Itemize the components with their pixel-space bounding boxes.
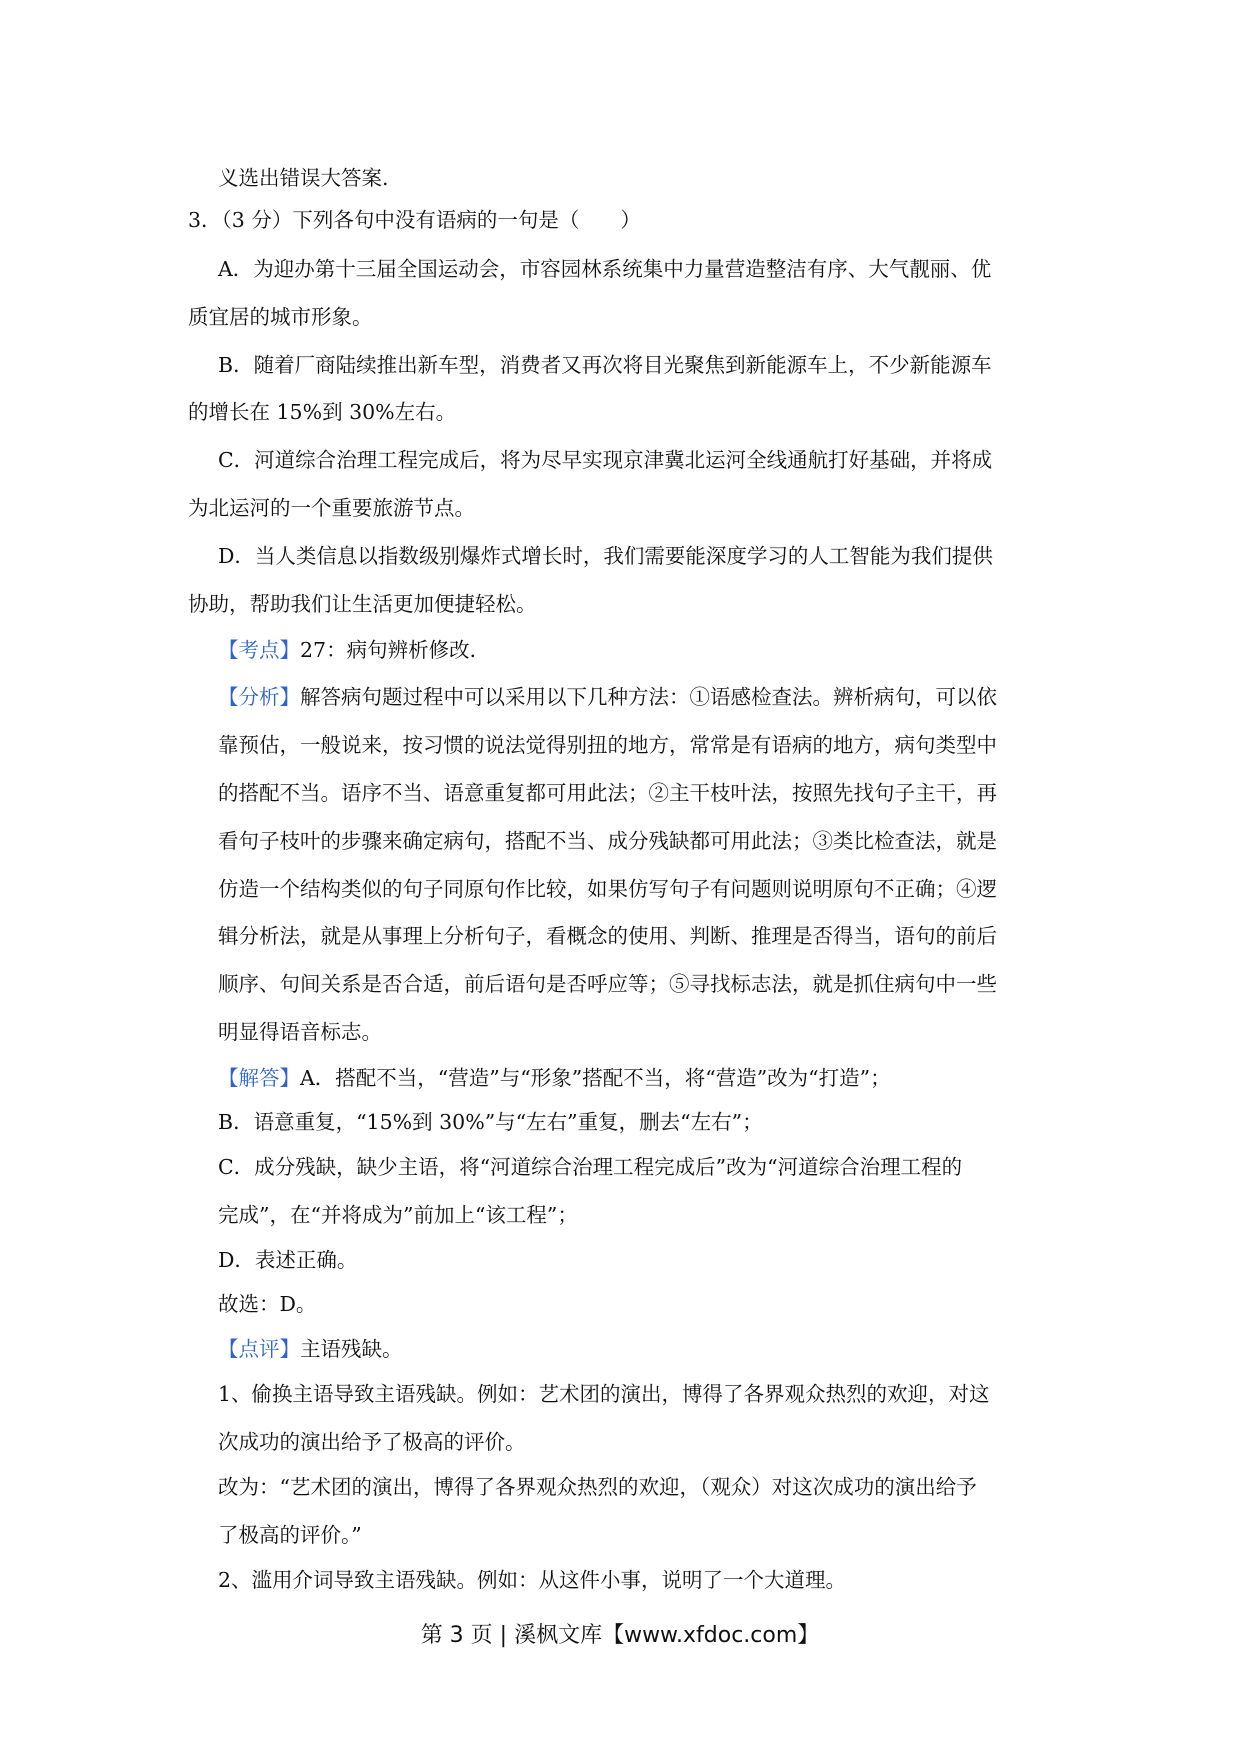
fenxi-section xyxy=(218,683,997,711)
fenxi-line: 顺序、句间关系是否合适，前后语句是否呼应等；⑤寻找标志法，就是抓住病句中一些 xyxy=(218,972,997,996)
fenxi-line: 辑分析法，就是从事理上分析句子，看概念的使用、判断、推理是否得当，语句的前后 xyxy=(218,924,997,948)
dianping-line: 1、偷换主语导致主语残缺。例如：艺术团的演出，博得了各界观众热烈的欢迎，对这 xyxy=(218,1382,990,1406)
option-c-line: C．河道综合治理工程完成后，将为尽早实现京津冀北运河全线通航打好基础，并将成 xyxy=(218,448,993,472)
option-b-line: B．随着厂商陆续推出新车型，消费者又再次将目光聚焦到新能源车上，不少新能源车 xyxy=(218,353,992,377)
option-a-line: 质宜居的城市形象。 xyxy=(188,305,373,329)
fenxi-line: 的搭配不当。语序不当、语意重复都可用此法；②主干枝叶法，按照先找句子主干，再 xyxy=(218,781,997,805)
fenxi-line: 看句子枝叶的步骤来确定病句，搭配不当、成分残缺都可用此法；③类比检查法，就是 xyxy=(218,829,997,853)
page-footer: 第 3 页 | 溪枫文库【www.xfdoc.com】 xyxy=(420,1623,820,1648)
option-c-line: 为北运河的一个重要旅游节点。 xyxy=(188,496,475,520)
option-b-line: 的增长在 15%到 30%左右。 xyxy=(188,400,457,424)
jieda-text: A．搭配不当，“营造”与“形象”搭配不当，将“营造”改为“打造”； xyxy=(300,1066,891,1090)
jieda-tag: 【解答】 xyxy=(218,1066,300,1090)
dianping-tag: 【点评】 xyxy=(218,1337,300,1361)
option-d-line: 协助，帮助我们让生活更加便捷轻松。 xyxy=(188,592,537,616)
dianping-line: 2、滥用介词导致主语残缺。例如：从这件小事，说明了一个大道理。 xyxy=(218,1568,847,1592)
dianping-section xyxy=(218,1335,403,1363)
dianping-line: 了极高的评价。” xyxy=(218,1523,362,1547)
jieda-line: 完成”，在“并将成为”前加上“该工程”； xyxy=(218,1203,578,1227)
fenxi-line: 靠预估，一般说来，按习惯的说法觉得别扭的地方，常常是有语病的地方，病句类型中 xyxy=(218,733,997,757)
option-a-line: A．为迎办第十三届全国运动会，市容园林系统集中力量营造整洁有序、大气靓丽、优 xyxy=(218,257,992,281)
dianping-line: 改为：“艺术团的演出，博得了各界观众热烈的欢迎，（观众）对这次成功的演出给予 xyxy=(218,1475,977,1499)
question-3-stem: 3．（3 分）下列各句中没有语病的一句是（ ） xyxy=(188,208,641,232)
fenxi-line: 仿造一个结构类似的句子同原句作比较，如果仿写句子有问题则说明原句不正确；④逻 xyxy=(218,877,997,901)
dianping-line: 次成功的演出给予了极高的评价。 xyxy=(218,1430,526,1454)
jieda-line: D．表述正确。 xyxy=(218,1248,358,1272)
jieda-section xyxy=(218,1064,891,1092)
jieda-line: C．成分残缺，缺少主语，将“河道综合治理工程完成后”改为“河道综合治理工程的 xyxy=(218,1155,963,1179)
kaodian-text: 27：病句辨析修改． xyxy=(300,638,491,662)
dianping-text: 主语残缺。 xyxy=(300,1337,403,1361)
kaodian-tag: 【考点】 xyxy=(218,638,300,662)
fenxi-text: 解答病句题过程中可以采用以下几种方法：①语感检查法。辨析病句，可以依 xyxy=(300,685,997,709)
fenxi-tag: 【分析】 xyxy=(218,685,300,709)
fenxi-line: 明显得语音标志。 xyxy=(218,1020,382,1044)
kaodian-section xyxy=(218,636,490,664)
jieda-line: B．语意重复，“15%到 30%”与“左右”重复，删去“左右”； xyxy=(218,1110,763,1134)
option-d-line: D．当人类信息以指数级别爆炸式增长时，我们需要能深度学习的人工智能为我们提供 xyxy=(218,544,993,568)
text-line: 义选出错误大答案. xyxy=(218,166,389,190)
jieda-line: 故选：D。 xyxy=(218,1292,317,1316)
